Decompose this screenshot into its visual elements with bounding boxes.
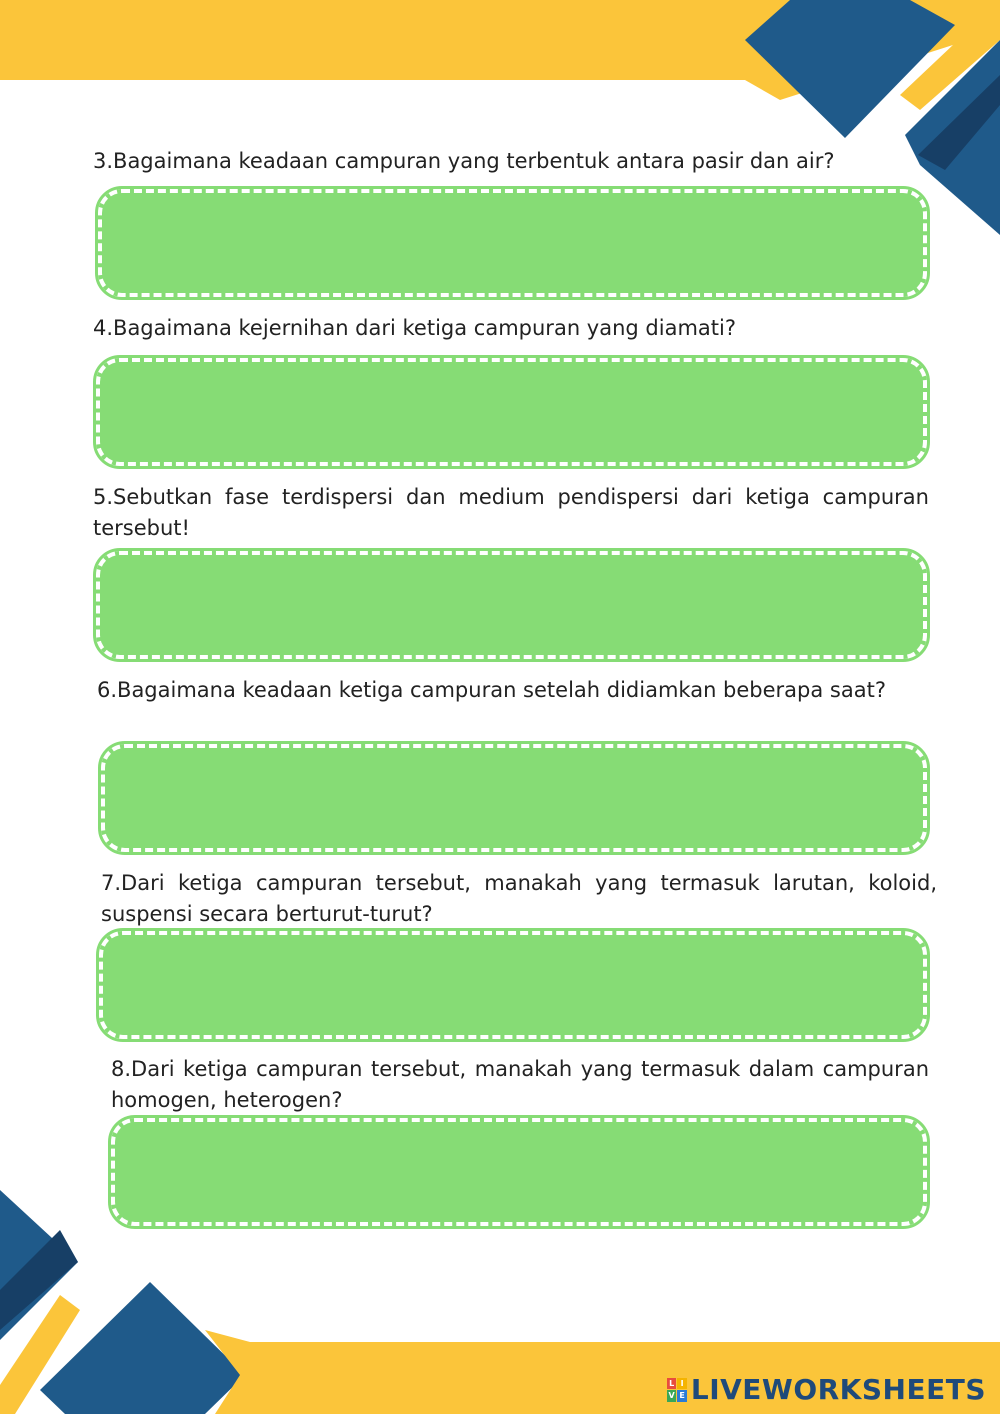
question-6-text: 6.Bagaimana keadaan ketiga campuran setelah didiamkan beberapa saat? — [97, 678, 886, 702]
question-3-text: 3.Bagaimana keadaan campuran yang terbentuk antara pasir dan air? — [93, 149, 835, 173]
liveworksheets-logo-icon: L I V E — [667, 1378, 687, 1402]
liveworksheets-logo[interactable] — [667, 1373, 986, 1406]
liveworksheets-brand-text: LIVEWORKSHEETS — [690, 1373, 986, 1406]
answer-box-3[interactable] — [98, 189, 927, 297]
answer-box-4[interactable] — [96, 358, 927, 466]
question-7-text: 7.Dari ketiga campuran tersebut, manakah yang termasuk larutan, koloid, suspensi secara berturut-turut? — [101, 871, 937, 926]
question-4-text: 4.Bagaimana kejernihan dari ketiga campuran yang diamati? — [93, 316, 736, 340]
bottom-left-navy-diamond — [40, 1282, 245, 1414]
question-5-text: 5.Sebutkan fase terdispersi dan medium pendispersi dari ketiga campuran tersebut! — [93, 485, 929, 540]
answer-box-6[interactable] — [101, 744, 927, 852]
top-yellow-band — [0, 0, 770, 80]
question-8-text: 8.Dari ketiga campuran tersebut, manakah yang termasuk dalam campuran homogen, heterogen? — [111, 1057, 929, 1112]
answer-box-5[interactable] — [96, 551, 927, 659]
answer-box-7[interactable] — [99, 931, 927, 1039]
answer-box-8[interactable] — [111, 1118, 927, 1226]
